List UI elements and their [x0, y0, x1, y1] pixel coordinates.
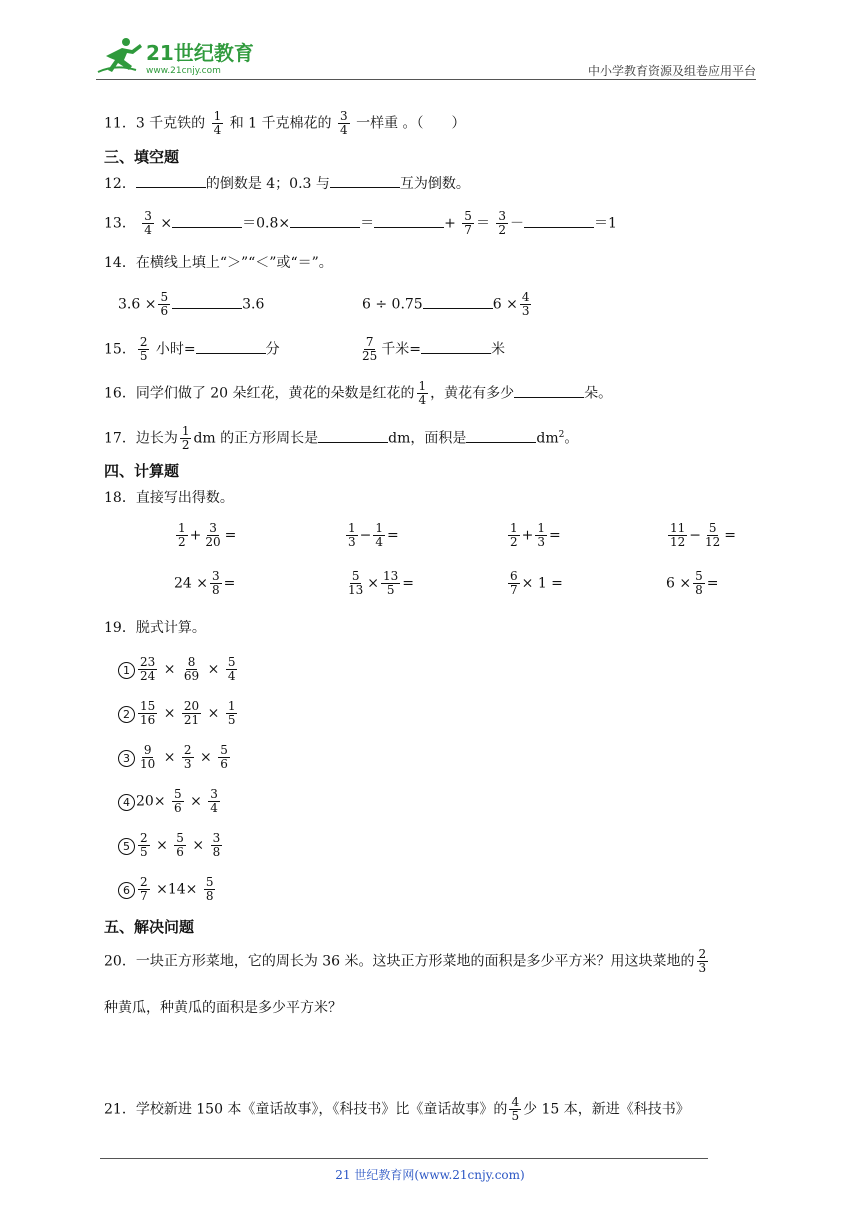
q11-text-a: 11．3 千克铁的 — [104, 115, 206, 132]
fraction: $\frac{1}{4}$ — [375, 521, 384, 549]
q14-compare-1: 3.6 × $\frac{5}{6}$ 3.6 — [118, 290, 265, 318]
q19-item: 3 $\frac{9}{10}$ × $\frac{2}{3}$ × $\frac{5}{6}$ — [118, 744, 232, 771]
answer-blank[interactable] — [290, 213, 360, 228]
fraction: $\frac{5}{4}$ — [227, 655, 236, 683]
question-20-line-2: 种黄瓜，种黄瓜的面积是多少平方米？ — [104, 1000, 342, 1016]
fraction: $\frac{8}{69}$ — [183, 655, 200, 683]
question-18: 18．直接写出得数。 — [104, 490, 234, 506]
fraction: $\frac{2}{3}$ — [183, 743, 192, 771]
answer-blank[interactable] — [524, 213, 594, 228]
answer-blank[interactable] — [330, 173, 400, 188]
runner-icon — [98, 38, 142, 72]
header-platform-text: 中小学教育资源及组卷应用平台 — [587, 64, 756, 78]
section-heading-5: 五、解决问题 — [104, 918, 195, 936]
q19-item: 6 $\frac{2}{7}$ ×14× $\frac{5}{8}$ — [118, 876, 217, 903]
section-heading-3: 三、填空题 — [104, 148, 180, 166]
fraction: $\frac{1}{4}$ — [213, 109, 222, 137]
q19-item: 1 $\frac{23}{24}$ × $\frac{8}{69}$ × $\frac{5}{4}$ — [118, 656, 239, 683]
question-17: 17．边长为 $\frac{1}{2}$ dm 的正方形周长是 dm，面积是 $dm^2$。 — [104, 424, 579, 453]
fraction: $\frac{15}{16}$ — [140, 699, 156, 727]
q18-expression: 24 × $\frac{3}{8}$ = — [174, 569, 236, 597]
fraction: $\frac{23}{24}$ — [140, 655, 156, 683]
fraction: $\frac{6}{7}$ — [510, 569, 518, 597]
fraction: $\frac{20}{21}$ — [183, 699, 200, 727]
fraction: $\frac{5}{13}$ — [348, 569, 364, 597]
fraction: $\frac{3}{4}$ — [210, 787, 218, 815]
answer-blank[interactable] — [196, 339, 266, 354]
circled-number: 2 — [118, 706, 135, 723]
fraction: $\frac{4}{3}$ — [521, 290, 530, 318]
fraction: $\frac{9}{10}$ — [140, 743, 156, 771]
q14-compare-2: 6 ÷ 0.75 6 × $\frac{4}{3}$ — [362, 290, 530, 318]
q18-expression: $\frac{6}{7}$ × 1 = — [510, 569, 563, 597]
fraction: $\frac{5}{8}$ — [205, 875, 214, 903]
fraction: $\frac{3}{8}$ — [212, 831, 221, 859]
fraction: $\frac{1}{2}$ — [181, 424, 190, 453]
fraction: $\frac{2}{5}$ — [140, 831, 148, 859]
q18-expression: $\frac{1}{3}$ − $\frac{1}{4}$ = — [348, 521, 399, 549]
header-divider — [96, 79, 756, 80]
question-14: 14．在横线上填上“＞”“＜”或“＝”。 — [104, 255, 333, 271]
footer-text: 21 世纪教育网(www.21cnjy.com) — [335, 1168, 525, 1182]
answer-blank[interactable] — [514, 383, 584, 398]
fraction: $\frac{2}{7}$ — [140, 875, 148, 903]
site-logo — [96, 34, 256, 78]
fraction: $\frac{5}{6}$ — [160, 290, 169, 318]
answer-blank[interactable] — [318, 428, 388, 443]
circled-number: 3 — [118, 750, 135, 767]
question-13: 13． $\frac{3}{4}$ × ＝0.8× ＝ + $\frac{5}{7}$ ＝ $\frac{3}{2}$ － ＝1 — [104, 209, 617, 237]
fraction: $\frac{11}{12}$ — [670, 521, 686, 549]
q18-expression: $\frac{1}{2}$ + $\frac{1}{3}$ = — [510, 521, 561, 549]
section-heading-4: 四、计算题 — [104, 462, 180, 480]
question-16: 16．同学们做了 20 朵红花，黄花的朵数是红花的 $\frac{1}{4}$ ，黄花有多少 朵。 — [104, 379, 613, 407]
question-11 — [104, 110, 466, 137]
fraction: $\frac{1}{5}$ — [227, 699, 236, 727]
fraction: $\frac{5}{7}$ — [464, 209, 472, 237]
q18-expression: $\frac{5}{13}$ × $\frac{13}{5}$ = — [348, 569, 415, 597]
fraction: $\frac{5}{6}$ — [220, 743, 228, 771]
logo-url: www.21cnjy.com — [146, 66, 221, 76]
answer-blank[interactable] — [423, 294, 493, 309]
fraction: $\frac{3}{20}$ — [205, 521, 221, 549]
q18-expression: $\frac{1}{2}$ + $\frac{3}{20}$ = — [178, 521, 237, 549]
fraction: $\frac{3}{8}$ — [212, 569, 220, 597]
question-15-part-2: $\frac{7}{25}$ 千米= 米 — [362, 335, 506, 363]
q11-text-b: 和 1 千克棉花的 — [229, 115, 332, 132]
fraction: $\frac{1}{4}$ — [418, 379, 427, 407]
fraction: $\frac{5}{12}$ — [705, 521, 721, 549]
q19-item: 2 $\frac{15}{16}$ × $\frac{20}{21}$ × $\frac{1}{5}$ — [118, 700, 239, 727]
question-15: 15． $\frac{2}{5}$ 小时= 分 — [104, 335, 280, 363]
answer-blank[interactable] — [172, 213, 242, 228]
circled-number: 5 — [118, 838, 135, 855]
fraction: $\frac{2}{5}$ — [139, 335, 148, 363]
footer-divider — [100, 1158, 708, 1159]
answer-blank[interactable] — [466, 428, 536, 443]
fraction: $\frac{4}{5}$ — [511, 1095, 520, 1123]
fraction: $\frac{3}{4}$ — [144, 209, 152, 237]
fraction: $\frac{1}{3}$ — [537, 521, 546, 549]
question-21: 21．学校新进 150 本《童话故事》，《科技书》比《童话故事》的 $\frac{4}{5}$ 少 15 本，新进《科技书》 — [104, 1095, 690, 1123]
fraction: $\frac{1}{2}$ — [510, 521, 518, 549]
q19-item: 4 20× $\frac{5}{6}$ × $\frac{3}{4}$ — [118, 788, 222, 815]
q11-text-c: 一样重 。（ ） — [356, 115, 466, 132]
fraction: $\frac{2}{3}$ — [698, 947, 707, 975]
fraction: $\frac{5}{6}$ — [174, 787, 182, 815]
question-12: 12． 的倒数是 4；0.3 与 互为倒数。 — [104, 173, 470, 194]
fraction: $\frac{7}{25}$ — [362, 335, 378, 363]
fraction: $\frac{5}{6}$ — [176, 831, 184, 859]
fraction: $\frac{1}{2}$ — [178, 521, 186, 549]
circled-number: 1 — [118, 662, 135, 679]
answer-blank[interactable] — [421, 339, 491, 354]
fraction: $\frac{3}{4}$ — [339, 109, 348, 137]
answer-blank[interactable] — [136, 173, 206, 188]
q18-expression: 6 × $\frac{5}{8}$ = — [666, 569, 719, 597]
logo-text: 21世纪教育 — [146, 41, 254, 65]
question-20: 20．一块正方形菜地，它的周长为 36 米。这块正方形菜地的面积是多少平方米？用这块菜地的 $\frac{2}{3}$ — [104, 947, 707, 975]
fraction: $\frac{13}{5}$ — [383, 569, 399, 597]
answer-blank[interactable] — [172, 294, 242, 309]
answer-blank[interactable] — [374, 213, 444, 228]
q19-item: 5 $\frac{2}{5}$ × $\frac{5}{6}$ × $\frac{3}{8}$ — [118, 832, 224, 859]
question-19: 19．脱式计算。 — [104, 620, 206, 636]
circled-number: 6 — [118, 882, 135, 899]
fraction: $\frac{3}{2}$ — [498, 209, 507, 237]
circled-number: 4 — [118, 794, 135, 811]
q18-expression: $\frac{11}{12}$ − $\frac{5}{12}$ = — [670, 521, 737, 549]
fraction: $\frac{5}{8}$ — [695, 569, 703, 597]
fraction: $\frac{1}{3}$ — [348, 521, 356, 549]
